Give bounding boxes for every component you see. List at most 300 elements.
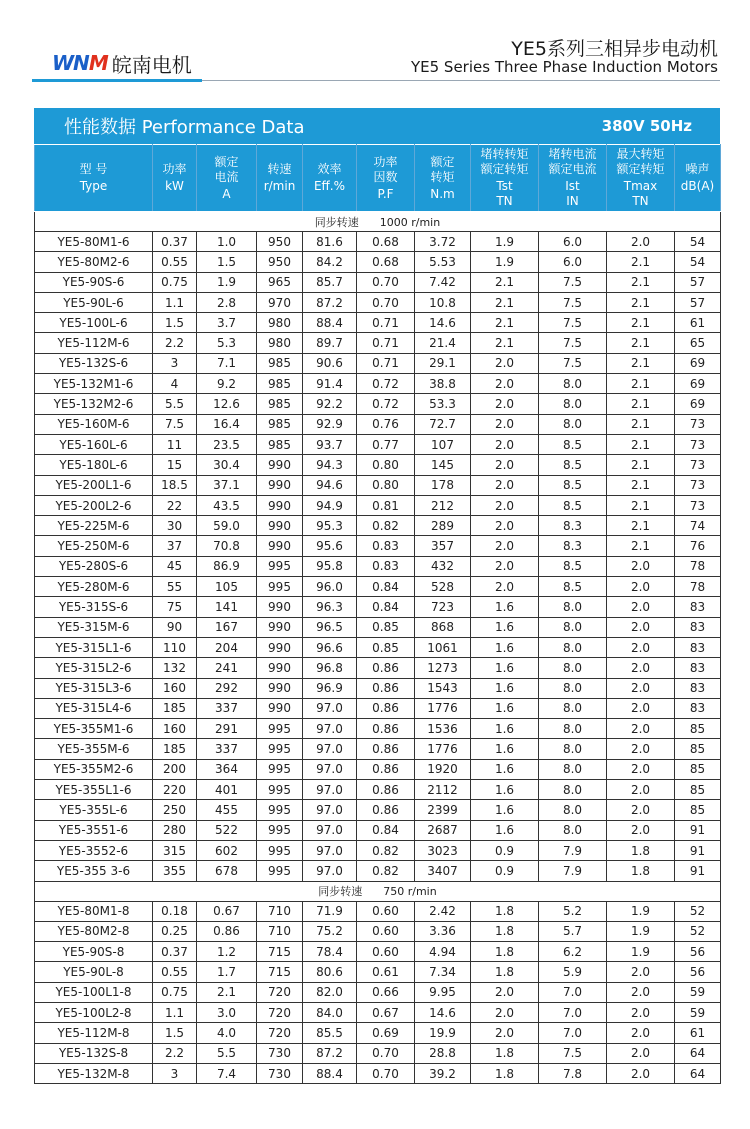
table-cell: 2.1 [471, 313, 539, 333]
table-cell: 2.0 [607, 739, 675, 759]
table-cell: 96.3 [303, 597, 357, 617]
table-cell: 1.6 [471, 759, 539, 779]
table-cell: 1.1 [153, 292, 197, 312]
banner-voltage: 380V 50Hz [601, 117, 692, 135]
table-cell: YE5-90L-6 [35, 292, 153, 312]
table-cell: 73 [675, 455, 721, 475]
table-cell: 57 [675, 272, 721, 292]
table-row [35, 982, 721, 1002]
table-cell: 212 [415, 495, 471, 515]
table-cell: 1776 [415, 739, 471, 759]
table-cell: 97.0 [303, 698, 357, 718]
table-cell: 92.2 [303, 394, 357, 414]
table-row [35, 597, 721, 617]
table-cell: 2.8 [197, 292, 257, 312]
table-cell: YE5-180L-6 [35, 455, 153, 475]
table-row [35, 820, 721, 840]
table-cell: 1.6 [471, 678, 539, 698]
table-cell: 0.72 [357, 394, 415, 414]
table-cell: 54 [675, 232, 721, 252]
table-cell: YE5-355L-6 [35, 800, 153, 820]
table-cell: 0.55 [153, 252, 197, 272]
table-cell: 0.84 [357, 577, 415, 597]
table-row [35, 719, 721, 739]
table-cell: 0.86 [357, 780, 415, 800]
table-row [35, 475, 721, 495]
table-cell: 81.6 [303, 232, 357, 252]
table-cell: 995 [257, 800, 303, 820]
table-cell: 85 [675, 800, 721, 820]
table-cell: 0.86 [357, 719, 415, 739]
table-cell: 2.1 [197, 982, 257, 1002]
table-cell: 8.0 [539, 374, 607, 394]
table-cell: 8.5 [539, 577, 607, 597]
table-cell: 2.0 [607, 637, 675, 657]
table-cell: 7.4 [197, 1063, 257, 1083]
table-cell: 7.1 [197, 353, 257, 373]
table-row [35, 921, 721, 941]
table-cell: 1.9 [471, 232, 539, 252]
table-cell: 985 [257, 434, 303, 454]
table-cell: 2.0 [471, 556, 539, 576]
table-cell: YE5-90S-6 [35, 272, 153, 292]
table-cell: 28.8 [415, 1043, 471, 1063]
table-cell: 950 [257, 232, 303, 252]
table-cell: 91.4 [303, 374, 357, 394]
table-cell: 93.7 [303, 434, 357, 454]
table-cell: 2.0 [471, 1002, 539, 1022]
table-cell: 110 [153, 637, 197, 657]
table-cell: 8.0 [539, 597, 607, 617]
table-cell: 0.71 [357, 353, 415, 373]
table-cell: 30 [153, 516, 197, 536]
table-cell: 69 [675, 374, 721, 394]
table-cell: 2399 [415, 800, 471, 820]
table-cell: 0.85 [357, 637, 415, 657]
table-cell: 1.8 [607, 861, 675, 881]
table-cell: 2.1 [607, 394, 675, 414]
table-cell: 2.1 [471, 292, 539, 312]
table-cell: 59 [675, 1002, 721, 1022]
table-cell: YE5-355M-6 [35, 739, 153, 759]
table-cell: 8.0 [539, 414, 607, 434]
table-cell: 0.82 [357, 516, 415, 536]
table-cell: 0.75 [153, 272, 197, 292]
table-cell: 85 [675, 780, 721, 800]
table-cell: 52 [675, 921, 721, 941]
table-cell: 8.3 [539, 536, 607, 556]
table-cell: 2.0 [471, 455, 539, 475]
table-cell: 990 [257, 475, 303, 495]
table-cell: 455 [197, 800, 257, 820]
table-cell: 2.0 [607, 556, 675, 576]
table-cell: 2.0 [607, 1043, 675, 1063]
table-cell: YE5-3551-6 [35, 820, 153, 840]
table-cell: 995 [257, 556, 303, 576]
table-cell: 990 [257, 658, 303, 678]
table-cell: 5.5 [197, 1043, 257, 1063]
table-cell: YE5-160L-6 [35, 434, 153, 454]
table-cell: 0.71 [357, 313, 415, 333]
table-cell: 1.0 [197, 232, 257, 252]
table-cell: YE5-315L2-6 [35, 658, 153, 678]
table-cell: 1.9 [607, 901, 675, 921]
column-header: 功率 因数 P.F [357, 145, 415, 212]
table-cell: YE5-132S-6 [35, 353, 153, 373]
table-cell: 97.0 [303, 780, 357, 800]
table-cell: 0.85 [357, 617, 415, 637]
table-cell: 200 [153, 759, 197, 779]
header-accent-bar [32, 79, 202, 82]
table-cell: 89.7 [303, 333, 357, 353]
table-cell: 0.67 [197, 901, 257, 921]
table-cell: 71.9 [303, 901, 357, 921]
brand-logo [52, 48, 192, 78]
table-row [35, 455, 721, 475]
table-cell: 0.71 [357, 333, 415, 353]
table-cell: 990 [257, 597, 303, 617]
table-row [35, 1063, 721, 1083]
table-cell: 0.37 [153, 232, 197, 252]
table-cell: 64 [675, 1063, 721, 1083]
table-cell: 315 [153, 840, 197, 860]
table-cell: 85.7 [303, 272, 357, 292]
table-cell: 82.0 [303, 982, 357, 1002]
table-cell: 985 [257, 353, 303, 373]
table-cell: YE5-100L1-8 [35, 982, 153, 1002]
table-cell: 96.8 [303, 658, 357, 678]
table-cell: 1536 [415, 719, 471, 739]
table-cell: 1.5 [197, 252, 257, 272]
table-cell: 710 [257, 901, 303, 921]
table-cell: 59.0 [197, 516, 257, 536]
table-cell: 59 [675, 982, 721, 1002]
table-cell: 75 [153, 597, 197, 617]
table-cell: 88.4 [303, 1063, 357, 1083]
table-header-row [35, 145, 721, 212]
table-cell: 83 [675, 658, 721, 678]
table-cell: YE5-100L2-8 [35, 1002, 153, 1022]
table-cell: YE5-200L1-6 [35, 475, 153, 495]
table-cell: 2.1 [607, 272, 675, 292]
table-cell: 2.0 [607, 678, 675, 698]
table-cell: 107 [415, 434, 471, 454]
table-cell: 87.2 [303, 292, 357, 312]
table-cell: 8.0 [539, 617, 607, 637]
column-header: 型 号 Type [35, 145, 153, 212]
table-cell: 2.0 [471, 374, 539, 394]
table-cell: 0.86 [357, 739, 415, 759]
table-cell: 95.8 [303, 556, 357, 576]
section-header-row [35, 212, 721, 232]
table-cell: 720 [257, 1002, 303, 1022]
performance-banner [34, 108, 720, 144]
column-header: 效率 Eff.% [303, 145, 357, 212]
table-cell: 19.9 [415, 1023, 471, 1043]
table-cell: 83 [675, 637, 721, 657]
table-cell: 86.9 [197, 556, 257, 576]
table-cell: 56 [675, 962, 721, 982]
table-cell: 0.72 [357, 374, 415, 394]
table-cell: 14.6 [415, 1002, 471, 1022]
table-cell: 7.5 [539, 313, 607, 333]
table-cell: YE5-80M2-6 [35, 252, 153, 272]
table-cell: 97.0 [303, 800, 357, 820]
table-cell: 2.0 [607, 1063, 675, 1083]
table-row [35, 577, 721, 597]
table-cell: 7.8 [539, 1063, 607, 1083]
table-cell: 7.5 [539, 1043, 607, 1063]
table-cell: YE5-315L1-6 [35, 637, 153, 657]
page-title-en: YE5 Series Three Phase Induction Motors [410, 58, 718, 76]
table-cell: 94.3 [303, 455, 357, 475]
table-cell: 2.0 [471, 1023, 539, 1043]
table-cell: 0.9 [471, 861, 539, 881]
table-cell: 92.9 [303, 414, 357, 434]
table-cell: 73 [675, 434, 721, 454]
table-cell: 160 [153, 719, 197, 739]
table-cell: 1.9 [607, 921, 675, 941]
column-header: 堵转电流 额定电流 Ist IN [539, 145, 607, 212]
table-cell: YE5-315S-6 [35, 597, 153, 617]
table-cell: 9.2 [197, 374, 257, 394]
table-cell: 1.6 [471, 698, 539, 718]
table-cell: 528 [415, 577, 471, 597]
table-cell: 56 [675, 942, 721, 962]
table-cell: 1.8 [471, 921, 539, 941]
table-cell: 2.2 [153, 333, 197, 353]
table-cell: 39.2 [415, 1063, 471, 1083]
table-cell: YE5-280M-6 [35, 577, 153, 597]
table-cell: 84.0 [303, 1002, 357, 1022]
table-cell: 2.1 [607, 292, 675, 312]
table-cell: 3 [153, 1063, 197, 1083]
table-cell: 2.0 [471, 577, 539, 597]
table-cell: 83 [675, 617, 721, 637]
table-row [35, 252, 721, 272]
table-cell: 1061 [415, 637, 471, 657]
table-cell: 1.9 [197, 272, 257, 292]
table-cell: 2.0 [607, 698, 675, 718]
table-cell: 97.0 [303, 861, 357, 881]
table-row [35, 394, 721, 414]
table-cell: 0.83 [357, 556, 415, 576]
table-cell: 3.36 [415, 921, 471, 941]
table-cell: 1.6 [471, 617, 539, 637]
table-cell: 96.0 [303, 577, 357, 597]
table-cell: 995 [257, 861, 303, 881]
table-cell: 0.84 [357, 597, 415, 617]
table-cell: 2.0 [607, 719, 675, 739]
table-cell: 2.0 [607, 820, 675, 840]
table-cell: 8.3 [539, 516, 607, 536]
table-cell: 995 [257, 739, 303, 759]
table-cell: 5.2 [539, 901, 607, 921]
table-cell: 985 [257, 394, 303, 414]
table-cell: 1.6 [471, 780, 539, 800]
table-cell: 2.0 [607, 800, 675, 820]
table-cell: 5.3 [197, 333, 257, 353]
table-cell: 0.67 [357, 1002, 415, 1022]
table-cell: 7.5 [539, 272, 607, 292]
table-cell: 0.70 [357, 1043, 415, 1063]
table-cell: 2112 [415, 780, 471, 800]
table-cell: 995 [257, 820, 303, 840]
table-cell: 2.0 [607, 658, 675, 678]
table-cell: 8.0 [539, 739, 607, 759]
table-cell: 5.53 [415, 252, 471, 272]
table-cell: 1.8 [607, 840, 675, 860]
table-cell: 995 [257, 759, 303, 779]
table-cell: 995 [257, 719, 303, 739]
table-cell: 2.0 [471, 982, 539, 1002]
table-cell: 52 [675, 901, 721, 921]
table-cell: 91 [675, 861, 721, 881]
table-row [35, 942, 721, 962]
table-cell: YE5-100L-6 [35, 313, 153, 333]
table-cell: 85.5 [303, 1023, 357, 1043]
table-cell: 970 [257, 292, 303, 312]
table-cell: 90.6 [303, 353, 357, 373]
table-cell: 8.5 [539, 556, 607, 576]
table-cell: 678 [197, 861, 257, 881]
table-cell: 364 [197, 759, 257, 779]
table-cell: 57 [675, 292, 721, 312]
table-cell: 7.5 [539, 333, 607, 353]
table-row [35, 536, 721, 556]
table-cell: 5.7 [539, 921, 607, 941]
table-cell: 90 [153, 617, 197, 637]
table-cell: YE5-315L3-6 [35, 678, 153, 698]
table-row [35, 800, 721, 820]
table-cell: 2.1 [607, 434, 675, 454]
table-cell: 715 [257, 942, 303, 962]
table-cell: 96.9 [303, 678, 357, 698]
table-cell: 8.5 [539, 455, 607, 475]
table-cell: 2.1 [607, 455, 675, 475]
table-cell: 995 [257, 780, 303, 800]
table-cell: 2.0 [607, 759, 675, 779]
table-cell: 990 [257, 698, 303, 718]
banner-title: 性能数据 Performance Data [64, 117, 305, 138]
table-cell: 710 [257, 921, 303, 941]
table-cell: 980 [257, 313, 303, 333]
table-cell: 292 [197, 678, 257, 698]
table-row [35, 495, 721, 515]
table-cell: 72.7 [415, 414, 471, 434]
table-cell: 291 [197, 719, 257, 739]
table-cell: 250 [153, 800, 197, 820]
table-cell: 2.0 [607, 962, 675, 982]
table-cell: 11 [153, 434, 197, 454]
table-cell: 0.61 [357, 962, 415, 982]
table-cell: 432 [415, 556, 471, 576]
table-cell: 2.1 [607, 374, 675, 394]
table-cell: YE5-132S-8 [35, 1043, 153, 1063]
table-cell: 7.5 [539, 292, 607, 312]
table-cell: 2.1 [471, 333, 539, 353]
table-cell: 55 [153, 577, 197, 597]
table-cell: 2.1 [607, 536, 675, 556]
table-cell: 2.1 [607, 333, 675, 353]
table-cell: 78 [675, 556, 721, 576]
table-cell: 1.8 [471, 901, 539, 921]
table-row [35, 678, 721, 698]
table-cell: 3.7 [197, 313, 257, 333]
table-cell: 8.0 [539, 800, 607, 820]
table-cell: 8.0 [539, 820, 607, 840]
table-cell: 2.2 [153, 1043, 197, 1063]
table-cell: 7.42 [415, 272, 471, 292]
table-body [35, 212, 721, 1084]
table-cell: 74 [675, 516, 721, 536]
table-cell: 0.86 [357, 759, 415, 779]
table-cell: 64 [675, 1043, 721, 1063]
table-cell: 1.8 [471, 1063, 539, 1083]
table-cell: 1.5 [153, 1023, 197, 1043]
table-cell: 2.0 [607, 617, 675, 637]
table-cell: 132 [153, 658, 197, 678]
table-cell: 97.0 [303, 759, 357, 779]
table-cell: 38.8 [415, 374, 471, 394]
table-cell: 7.9 [539, 861, 607, 881]
table-cell: 204 [197, 637, 257, 657]
table-cell: 0.18 [153, 901, 197, 921]
table-cell: 97.0 [303, 820, 357, 840]
table-cell: 0.86 [357, 658, 415, 678]
table-cell: 2.1 [471, 272, 539, 292]
table-row [35, 556, 721, 576]
table-cell: 75.2 [303, 921, 357, 941]
table-cell: 2.42 [415, 901, 471, 921]
table-cell: 178 [415, 475, 471, 495]
table-cell: 7.0 [539, 1002, 607, 1022]
table-cell: 1.7 [197, 962, 257, 982]
table-cell: 37.1 [197, 475, 257, 495]
table-cell: 1.2 [197, 942, 257, 962]
table-cell: 73 [675, 495, 721, 515]
table-cell: 1.6 [471, 739, 539, 759]
table-cell: 14.6 [415, 313, 471, 333]
table-cell: 78.4 [303, 942, 357, 962]
table-cell: 0.70 [357, 272, 415, 292]
table-cell: 80.6 [303, 962, 357, 982]
table-cell: 1.6 [471, 800, 539, 820]
section-label: 同步转速 1000 r/min [35, 212, 721, 232]
table-cell: 1920 [415, 759, 471, 779]
table-cell: 715 [257, 962, 303, 982]
table-cell: 0.60 [357, 921, 415, 941]
column-header: 额定 转矩 N.m [415, 145, 471, 212]
table-cell: 2.1 [607, 516, 675, 536]
table-cell: 289 [415, 516, 471, 536]
table-cell: 70.8 [197, 536, 257, 556]
table-cell: 990 [257, 637, 303, 657]
table-cell: 1.6 [471, 719, 539, 739]
table-cell: 357 [415, 536, 471, 556]
table-cell: 2.0 [607, 982, 675, 1002]
table-cell: 995 [257, 840, 303, 860]
table-cell: 21.4 [415, 333, 471, 353]
table-row [35, 353, 721, 373]
table-cell: 0.70 [357, 292, 415, 312]
table-cell: 990 [257, 617, 303, 637]
table-cell: 23.5 [197, 434, 257, 454]
table-cell: YE5-112M-6 [35, 333, 153, 353]
table-cell: 7.0 [539, 1023, 607, 1043]
table-cell: 29.1 [415, 353, 471, 373]
table-cell: 2.0 [607, 577, 675, 597]
